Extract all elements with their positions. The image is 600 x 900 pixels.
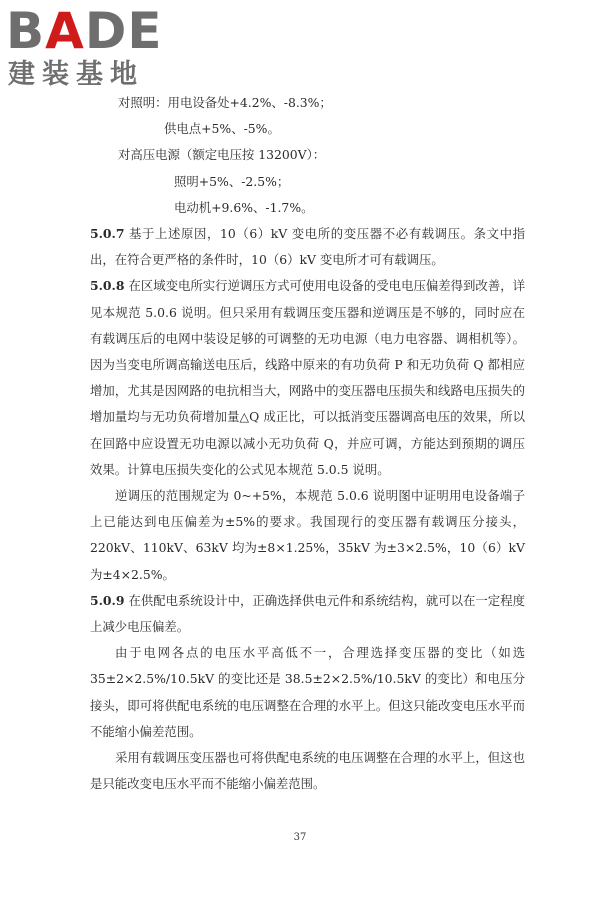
line-illumination-deviation: 对照明：用电设备处+4.2%、-8.3%； [118, 95, 332, 110]
line-hv-motor: 电动机+9.6%、-1.7%。 [174, 199, 314, 215]
document-body [90, 90, 525, 797]
paragraph-grid-voltage: 由于电网各点的电压水平高低不一，合理选择变压器的变比（如选 35±2×2.5%/10.5kV 的变比还是 38.5±2×2.5%/10.5kV 的变比）和电压分接头，即可将供配电系统的电压调整在合理的水平上。但这只能改变电压水平而不能缩小偏差范围。 [90, 645, 525, 739]
section-5-0-9 [90, 588, 525, 640]
bade-logo [6, 4, 176, 92]
section-5-0-7 [90, 221, 525, 273]
paragraph-onload-transformer: 采用有载调压变压器也可将供配电系统的电压调整在合理的水平上，但这也是只能改变电压水平而不能缩小偏差范围。 [90, 750, 525, 792]
line-hv-source: 对高压电源（额定电压按 13200V）： [118, 147, 326, 163]
section-text: 基于上述原因，10（6）kV 变电所的变压器不必有载调压。条文中指出，在符合更严格的条件时，10（6）kV 变电所才可有载调压。 [90, 226, 525, 268]
logo-letters-de: DE [84, 2, 163, 60]
line-supply-point: 供电点+5%、-5%。 [164, 121, 280, 137]
section-number: 5.0.9 [90, 592, 125, 608]
logo-subtitle: 建装基地 [8, 59, 144, 90]
section-text: 在区域变电所实行逆调压方式可使用电设备的受电电压偏差得到改善，详见本规范 5.0.6 说明。但只采用有载调压变压器和逆调压是不够的，同时应在有载调压后的电网中装设足够的可调整的无功电源（电力电容器、调相机等）。因为当变电所调高输送电压后，线路中原来的有功负荷 P 和无功负荷 Q 都相应增加，尤其是因网路的电抗相当大，网路中的变压器电压损失和线路电压损失的增加量均与无功负荷增加量△Q 成正比，可以抵消变压器调高电压的效果，所以在回路中应设置无功电源以减小无功负荷 Q，并应可调，方能达到预期的调压效果。计算电压损失变化的公式见本规范 5.0.5 说明。 [90, 278, 525, 477]
section-5-0-8 [90, 273, 525, 483]
logo-wordmark [6, 4, 163, 58]
logo-letter-b: B [6, 2, 46, 60]
line-hv-illumination: 照明+5%、-2.5%； [174, 173, 290, 189]
paragraph-reverse-regulation: 逆调压的范围规定为 0~+5%，本规范 5.0.6 说明图中证明用电设备端子上已能达到电压偏差为±5%的要求。我国现行的变压器有载调压分接头，220kV、110kV、63kV 均为±8×1.25%，35kV 为±3×2.5%，10（6）kV 为±4×2.5%。 [90, 488, 525, 582]
section-number: 5.0.8 [90, 278, 125, 294]
logo-letter-a-red: A [45, 2, 85, 60]
page-number: 37 [293, 832, 307, 843]
section-number: 5.0.7 [90, 226, 125, 242]
section-text: 在供配电系统设计中，正确选择供电元件和系统结构，就可以在一定程度上减少电压偏差。 [90, 592, 525, 635]
